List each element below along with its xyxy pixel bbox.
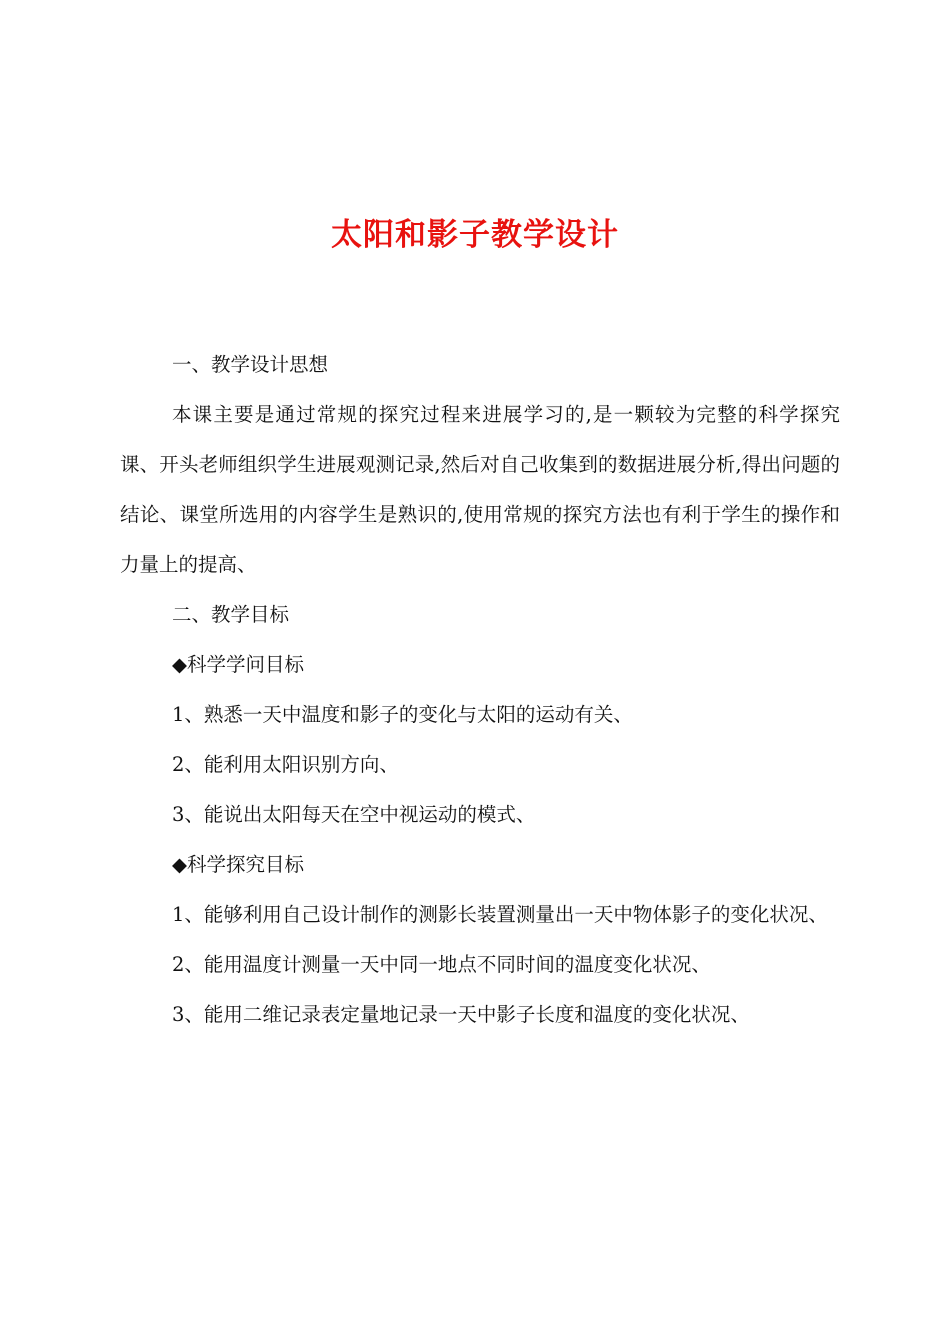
section-heading-teaching-goals: 二、教学目标 [172, 603, 290, 626]
subheading-inquiry-goals: ◆科学探究目标 [172, 853, 304, 876]
list-item: 2、能利用太阳识别方向、 [172, 753, 399, 776]
subheading-knowledge-goals: ◆科学学问目标 [172, 653, 304, 676]
list-item: 3、能用二维记录表定量地记录一天中影子长度和温度的变化状况、 [172, 1003, 750, 1026]
section-heading-design-idea: 一、教学设计思想 [172, 353, 329, 376]
document-body [120, 340, 840, 1040]
list-item: 1、能够利用自己设计制作的测影长装置测量出一天中物体影子的变化状况、 [172, 903, 828, 926]
paragraph-design-idea: 本课主要是通过常规的探究过程来进展学习的,是一颗较为完整的科学探究课、开头老师组织学生进展观测记录,然后对自己收集到的数据进展分析,得出问题的结论、课堂所选用的内容学生是熟识的,使用常规的探究方法也有利于学生的操作和力量上的提高、 [120, 403, 840, 576]
list-item: 3、能说出太阳每天在空中视运动的模式、 [172, 803, 536, 826]
list-item: 1、熟悉一天中温度和影子的变化与太阳的运动有关、 [172, 703, 633, 726]
document-title: 太阳和影子教学设计 [331, 217, 619, 253]
list-item: 2、能用温度计测量一天中同一地点不同时间的温度变化状况、 [172, 953, 711, 976]
